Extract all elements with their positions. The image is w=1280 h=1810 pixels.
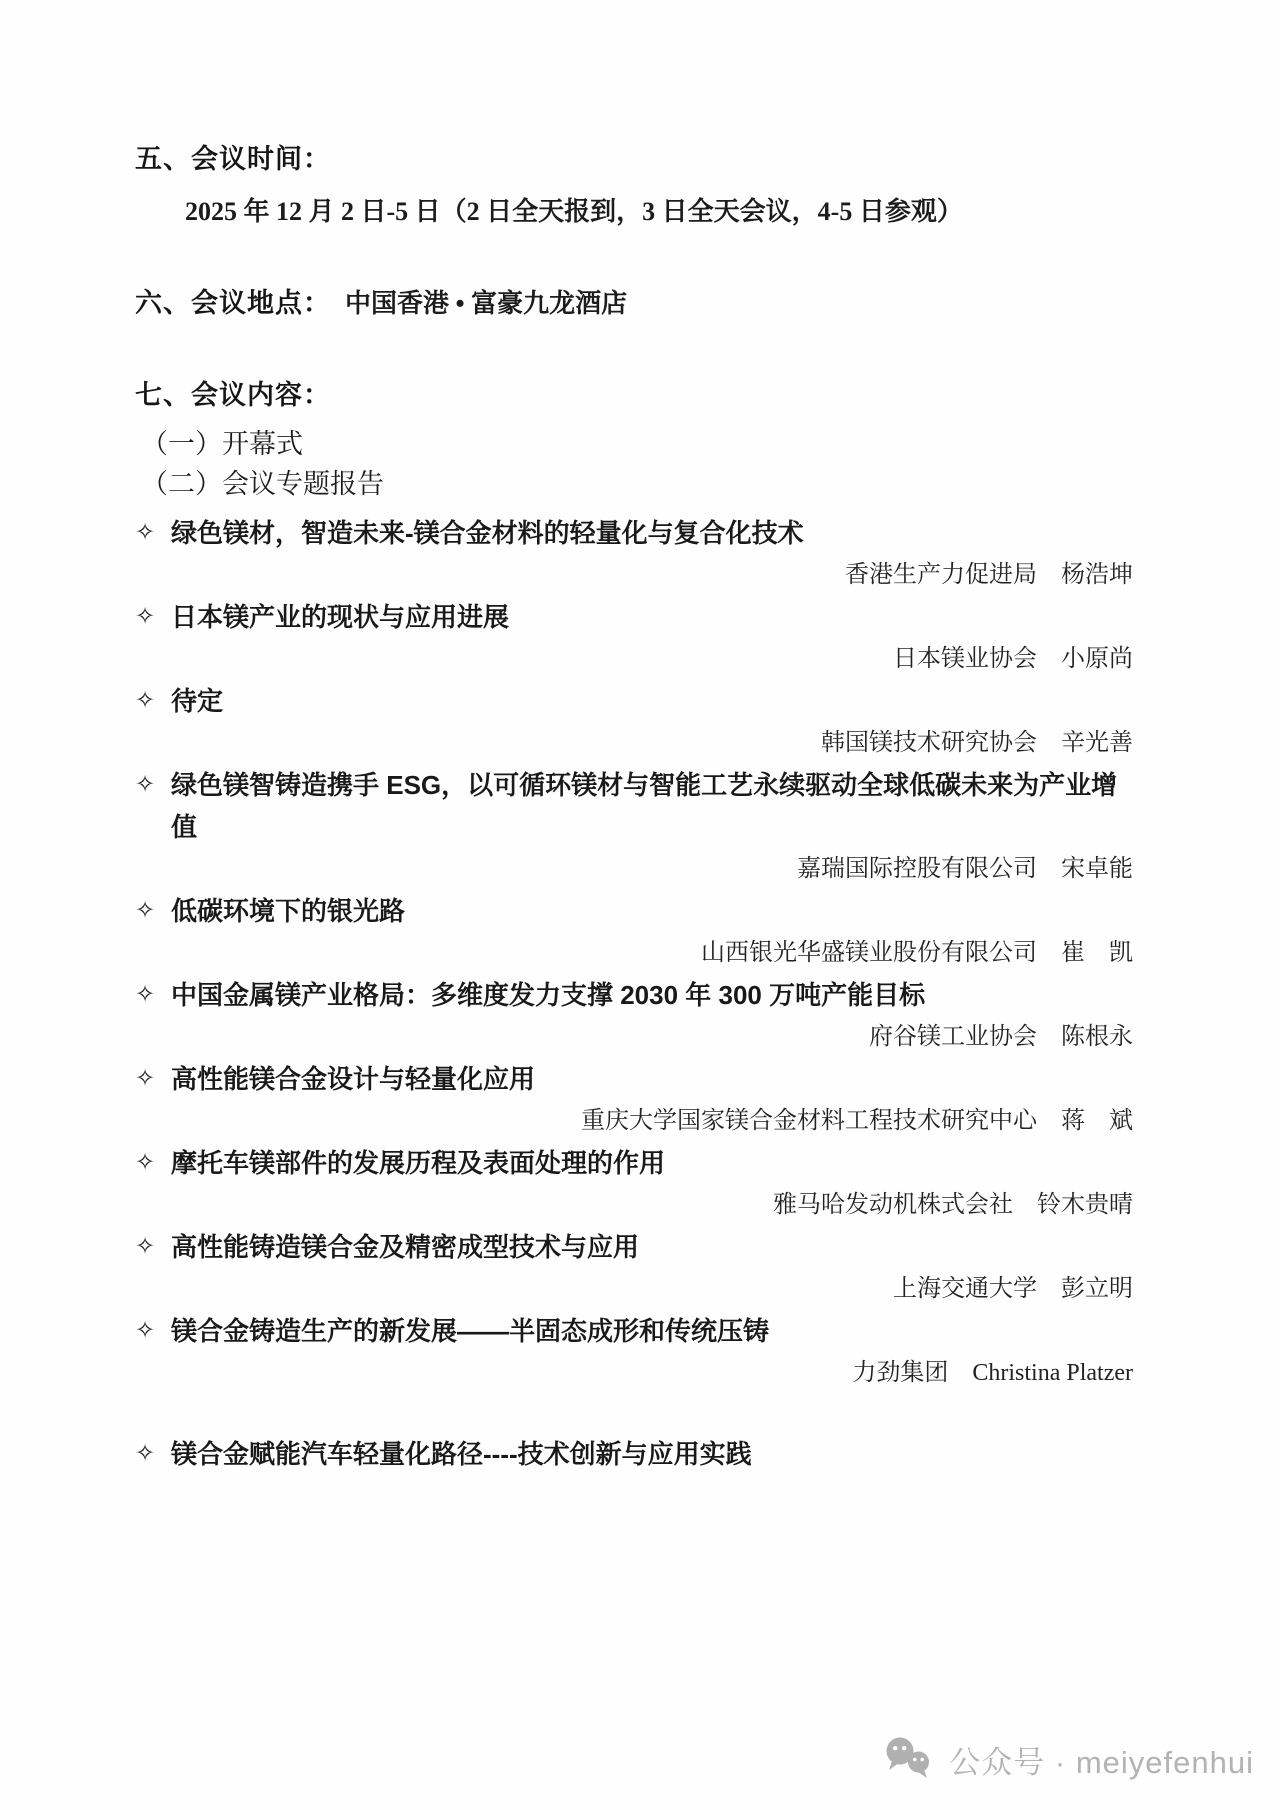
agenda-item — [135, 512, 1183, 596]
agenda-item-speaker: 嘉瑞国际控股有限公司 宋卓能 — [797, 856, 1133, 882]
agenda-item-title: 日本镁产业的现状与应用进展 — [171, 602, 510, 632]
diamond-bullet-icon: ✧ — [135, 1440, 156, 1467]
agenda-item-speaker: 香港生产力促进局 杨浩坤 — [845, 562, 1133, 588]
diamond-bullet-icon: ✧ — [135, 981, 156, 1008]
agenda-item-speaker: 上海交通大学 彭立明 — [893, 1276, 1133, 1302]
agenda-item-title: 绿色镁材，智造未来-镁合金材料的轻量化与复合化技术 — [171, 518, 804, 548]
diamond-bullet-icon: ✧ — [135, 1065, 156, 1092]
meeting-venue-detail: 中国香港 • 富豪九龙酒店 — [345, 289, 628, 318]
agenda-item-title: 摩托车镁部件的发展历程及表面处理的作用 — [171, 1148, 666, 1178]
agenda-item — [135, 1058, 1183, 1142]
diamond-bullet-icon: ✧ — [135, 1317, 156, 1344]
agenda-item-title: 高性能镁合金设计与轻量化应用 — [171, 1064, 536, 1094]
agenda-item-title: 待定 — [171, 686, 224, 716]
agenda-item-speaker: 山西银光华盛镁业股份有限公司 崔 凯 — [701, 940, 1133, 966]
agenda-item — [135, 890, 1183, 974]
section-heading-meeting-content: 七、会议内容： — [135, 380, 331, 410]
agenda-item-title: 中国金属镁产业格局：多维度发力支撑 2030 年 300 万吨产能目标 — [171, 980, 926, 1010]
diamond-bullet-icon: ✧ — [135, 519, 156, 546]
meeting-time-detail: 2025 年 12 月 2 日-5 日（2 日全天报到，3 日全天会议，4-5 日参观） — [185, 197, 963, 226]
agenda-item — [135, 1142, 1183, 1226]
agenda-item-speaker: 府谷镁工业协会 陈根永 — [869, 1024, 1133, 1050]
diamond-bullet-icon: ✧ — [135, 1149, 156, 1176]
diamond-bullet-icon: ✧ — [135, 771, 156, 798]
agenda-item — [135, 596, 1183, 680]
diamond-bullet-icon: ✧ — [135, 897, 156, 924]
agenda-item — [135, 680, 1183, 764]
agenda-list — [135, 512, 1183, 1475]
wechat-watermark-label: 公众号 · meiyefenhui — [949, 1744, 1254, 1780]
wechat-icon — [883, 1736, 937, 1782]
content-part-special-reports: （二）会议专题报告 — [141, 469, 384, 499]
agenda-item-speaker: 日本镁业协会 小原尚 — [893, 646, 1133, 672]
diamond-bullet-icon: ✧ — [135, 687, 156, 714]
wechat-watermark — [883, 1736, 1254, 1782]
agenda-item-title: 高性能铸造镁合金及精密成型技术与应用 — [171, 1232, 640, 1262]
agenda-item-title: 绿色镁智铸造携手 ESG，以可循环镁材与智能工艺永续驱动全球低碳未来为产业增值 — [171, 770, 1118, 842]
section-heading-meeting-time: 五、会议时间： — [135, 144, 331, 174]
agenda-item-title: 低碳环境下的银光路 — [171, 896, 406, 926]
section-meeting-venue — [135, 283, 1183, 320]
agenda-item — [135, 1310, 1183, 1394]
agenda-item — [135, 1226, 1183, 1310]
section-heading-meeting-venue: 六、会议地点： — [135, 288, 331, 318]
diamond-bullet-icon: ✧ — [135, 1233, 156, 1260]
agenda-item — [135, 1433, 1183, 1475]
agenda-item — [135, 764, 1183, 890]
content-part-opening-ceremony: （一）开幕式 — [141, 429, 303, 459]
agenda-item-title: 镁合金赋能汽车轻量化路径----技术创新与应用实践 — [171, 1439, 752, 1469]
agenda-item-title: 镁合金铸造生产的新发展——半固态成形和传统压铸 — [171, 1316, 770, 1346]
agenda-item-speaker: 韩国镁技术研究协会 辛光善 — [821, 730, 1133, 756]
diamond-bullet-icon: ✧ — [135, 603, 156, 630]
agenda-item-speaker: 力劲集团 Christina Platzer — [852, 1360, 1133, 1386]
agenda-item-speaker: 重庆大学国家镁合金材料工程技术研究中心 蒋 斌 — [581, 1108, 1133, 1134]
agenda-item — [135, 974, 1183, 1058]
agenda-item-speaker: 雅马哈发动机株式会社 铃木贵晴 — [773, 1192, 1133, 1218]
